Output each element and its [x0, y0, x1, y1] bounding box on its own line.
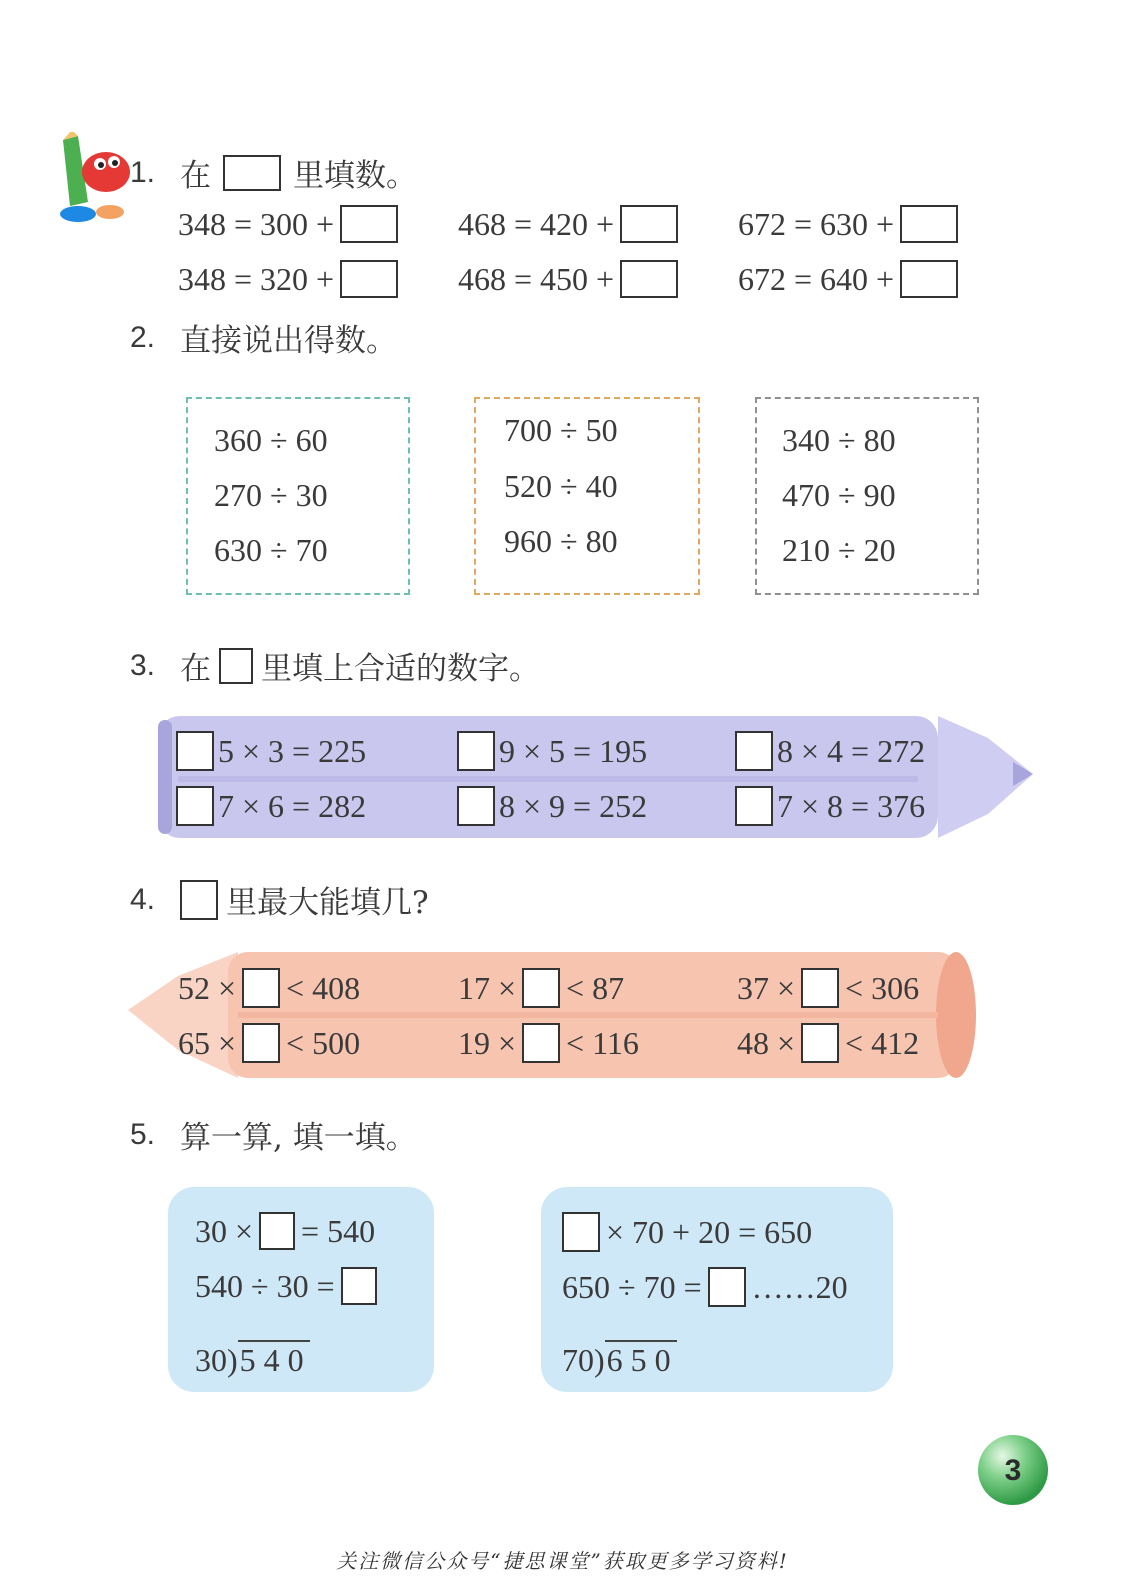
- q2-item: 960 ÷ 80: [504, 523, 618, 559]
- page-number: 3: [1004, 1454, 1022, 1487]
- q3-expr: 8 × 9 = 252: [499, 787, 648, 824]
- page-number-badge: [975, 1432, 1051, 1508]
- dividend: 5 4 0: [238, 1340, 310, 1378]
- q1-row-1: [458, 205, 678, 243]
- q4-left: 37 ×: [737, 969, 796, 1006]
- q1-row-1: [738, 205, 958, 243]
- q5-left-line2-pre: 540 ÷ 30 =: [195, 1267, 335, 1304]
- q2-item: 700 ÷ 50: [504, 412, 618, 448]
- q5-left-line1-post: = 540: [301, 1212, 376, 1249]
- q1-row-2: [178, 260, 398, 298]
- answer-box: [219, 648, 253, 684]
- q3-title: [130, 643, 540, 688]
- q5-left-line1-pre: 30 ×: [195, 1212, 254, 1249]
- q5-right-line2-pre: 650 ÷ 70 =: [562, 1268, 702, 1305]
- q3-row-1: [176, 731, 366, 771]
- q3-row-1: [457, 731, 647, 771]
- answer-box[interactable]: [522, 1023, 560, 1063]
- q5-number: 5.: [130, 1117, 156, 1151]
- q5-left-long-division: [195, 1342, 310, 1379]
- q1-row-1: [178, 205, 398, 243]
- q3-expr: 9 × 5 = 195: [499, 732, 648, 769]
- q2-item: 210 ÷ 20: [782, 532, 896, 568]
- q3-expr: 5 × 3 = 225: [218, 732, 367, 769]
- q5-left-line2: [195, 1267, 377, 1305]
- answer-box[interactable]: [735, 731, 773, 771]
- answer-box[interactable]: [801, 968, 839, 1008]
- q4-row-1: [737, 968, 919, 1008]
- q4-left: 17 ×: [458, 969, 517, 1006]
- answer-box[interactable]: [801, 1023, 839, 1063]
- q5-right-line2-post: ……20: [751, 1268, 848, 1305]
- q1-title-post: 里填数。: [293, 158, 417, 194]
- answer-box[interactable]: [340, 260, 398, 298]
- q3-row-2: [457, 786, 647, 826]
- q3-row-1: [735, 731, 925, 771]
- dividend: 6 5 0: [605, 1340, 677, 1378]
- answer-box[interactable]: [457, 786, 495, 826]
- q4-right: < 412: [845, 1024, 920, 1061]
- q3-title-post: 里填上合适的数字。: [261, 651, 540, 687]
- q1-title-pre: 在: [180, 158, 211, 194]
- q5-title: [130, 1112, 417, 1157]
- q4-title: [130, 877, 429, 922]
- q4-left: 65 ×: [178, 1024, 237, 1061]
- q4-right: < 116: [566, 1024, 639, 1061]
- q1-expr: 468 = 420 +: [458, 205, 615, 242]
- answer-box[interactable]: [708, 1267, 746, 1307]
- q1-row-2: [738, 260, 958, 298]
- q3-expr: 8 × 4 = 272: [777, 732, 926, 769]
- answer-box[interactable]: [620, 205, 678, 243]
- q4-row-2: [458, 1023, 639, 1063]
- q1-expr: 672 = 640 +: [738, 260, 895, 297]
- q2-item: 630 ÷ 70: [214, 532, 328, 568]
- q2-item: 270 ÷ 30: [214, 477, 328, 513]
- answer-box: [223, 155, 281, 191]
- answer-box[interactable]: [900, 260, 958, 298]
- q5-right-long-division: [562, 1342, 677, 1379]
- q3-row-2: [735, 786, 925, 826]
- answer-box[interactable]: [900, 205, 958, 243]
- answer-box: [180, 880, 218, 920]
- answer-box[interactable]: [735, 786, 773, 826]
- q2-item: 470 ÷ 90: [782, 477, 896, 513]
- q3-number: 3.: [130, 648, 156, 682]
- pencil-mascot-icon: [48, 132, 138, 224]
- divisor: 30: [195, 1342, 227, 1378]
- q2-item: 360 ÷ 60: [214, 422, 328, 458]
- q1-expr: 348 = 320 +: [178, 260, 335, 297]
- q3-expr: 7 × 8 = 376: [777, 787, 926, 824]
- q2-number: 2.: [130, 320, 156, 354]
- q4-title-post: 里最大能填几?: [226, 885, 429, 921]
- q4-left: 52 ×: [178, 969, 237, 1006]
- q4-right: < 408: [286, 969, 361, 1006]
- division-bracket: ): [594, 1342, 605, 1378]
- q4-right: < 87: [566, 969, 625, 1006]
- q5-right-line1-post: × 70 + 20 = 650: [606, 1213, 813, 1250]
- q5-title-text: 算一算, 填一填。: [180, 1120, 417, 1156]
- answer-box[interactable]: [176, 786, 214, 826]
- q5-right-line2: [562, 1267, 848, 1307]
- q5-left-line1: [195, 1212, 375, 1250]
- answer-box[interactable]: [562, 1212, 600, 1252]
- q2-item: 340 ÷ 80: [782, 422, 896, 458]
- answer-box[interactable]: [176, 731, 214, 771]
- q1-title: [130, 150, 417, 195]
- q4-row-2: [178, 1023, 360, 1063]
- answer-box[interactable]: [340, 205, 398, 243]
- q3-expr: 7 × 6 = 282: [218, 787, 367, 824]
- q1-row-2: [458, 260, 678, 298]
- q4-right: < 306: [845, 969, 920, 1006]
- q2-item: 520 ÷ 40: [504, 468, 618, 504]
- answer-box[interactable]: [242, 968, 280, 1008]
- q3-title-pre: 在: [180, 651, 211, 687]
- q4-row-2: [737, 1023, 919, 1063]
- division-bracket: ): [227, 1342, 238, 1378]
- answer-box[interactable]: [341, 1267, 377, 1305]
- q4-left: 48 ×: [737, 1024, 796, 1061]
- q4-left: 19 ×: [458, 1024, 517, 1061]
- q4-number: 4.: [130, 882, 156, 916]
- q5-right-line1: [562, 1212, 812, 1252]
- divisor: 70: [562, 1342, 594, 1378]
- q1-expr: 468 = 450 +: [458, 260, 615, 297]
- q1-expr: 348 = 300 +: [178, 205, 335, 242]
- q1-expr: 672 = 630 +: [738, 205, 895, 242]
- answer-box[interactable]: [522, 968, 560, 1008]
- answer-box[interactable]: [259, 1212, 295, 1250]
- answer-box[interactable]: [620, 260, 678, 298]
- q3-row-2: [176, 786, 366, 826]
- q4-row-1: [178, 968, 360, 1008]
- q1-number: 1.: [130, 155, 156, 189]
- footer-note: 关注微信公众号“捷思课堂”获取更多学习资料!: [336, 1549, 789, 1573]
- q4-right: < 500: [286, 1024, 361, 1061]
- q4-row-1: [458, 968, 624, 1008]
- q2-title: [130, 315, 397, 360]
- answer-box[interactable]: [242, 1023, 280, 1063]
- answer-box[interactable]: [457, 731, 495, 771]
- q2-title-text: 直接说出得数。: [180, 323, 397, 359]
